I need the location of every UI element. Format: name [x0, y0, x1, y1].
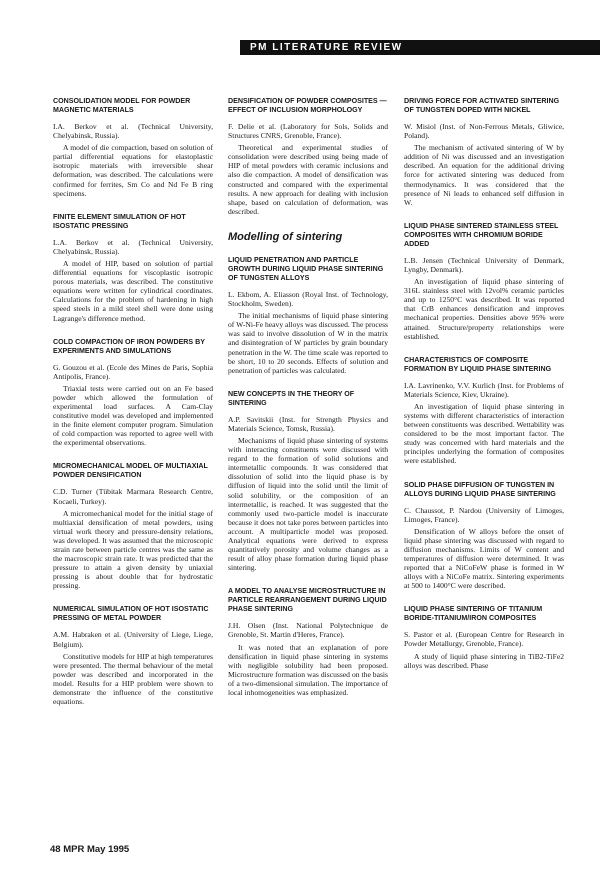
article-title: FINITE ELEMENT SIMULATION OF HOT ISOSTATIC PRESSING [53, 212, 186, 230]
article-abstract [228, 587, 388, 697]
article-body: The mechanism of activated sintering of W by addition of Ni was discussed and an investigation described. An equation for the additional driving force for activated sintering was deduced from thermodynamics. It was considered that the presence of Ni leads to enhanced self diffusion in W. [404, 143, 564, 207]
article-title: NEW CONCEPTS IN THE THEORY OF SINTERING [228, 389, 355, 407]
article-abstract [53, 605, 213, 706]
article-abstract [404, 97, 564, 207]
article-body: It was noted that an explanation of pore densification in liquid phase sintering in systems with negligible solubility had been proposed. Microstructure formation was discussed on the basis of a two-dimensional simulation. The importance of local inhomogeneities was emphasized. [228, 642, 388, 698]
article-title: LIQUID PHASE SINTERED STAINLESS STEEL COMPOSITES WITH CHROMIUM BORIDE ADDED [404, 221, 559, 248]
article-authors: J.H. Olsen (Inst. National Polytechnique de Grenoble, St. Martin d'Heres, France). [228, 621, 388, 640]
section-heading: Modelling of sintering [228, 230, 343, 243]
article-title: SOLID PHASE DIFFUSION OF TUNGSTEN IN ALLOYS DURING LIQUID PHASE SINTERING [404, 480, 556, 498]
article-abstract [228, 256, 388, 375]
article-body: Densification of W alloys before the onset of liquid phase sintering was discussed with regard to diffusion mechanisms. Limits of W content and temperatures of diffusion were determined. It was reported that a NiCoFeW phase is formed in W alloys with a NiCoFe matrix. Sintering experiments at 500 to 1400°C were described. [404, 526, 564, 591]
article-abstract [53, 338, 213, 448]
article-abstract [404, 605, 564, 669]
article-title: COLD COMPACTION OF IRON POWDERS BY EXPERIMENTS AND SIMULATIONS [53, 337, 205, 355]
article-authors: C.D. Turner (Tübitak Marmara Research Centre, Kocaeli, Turkey). [53, 487, 213, 506]
article-body: The initial mechanisms of liquid phase sintering of W-Ni-Fe heavy alloys was discussed. The process was said to involve dissolution of W in the matrix and disintegration of W particles by grain boundary penetration in the W. The time scale was reported to be short, 10 to 20 seconds. Effects of solution and penetration of particles was calculated. [228, 311, 388, 375]
article-title: DRIVING FORCE FOR ACTIVATED SINTERING OF TUNGSTEN DOPED WITH NICKEL [404, 97, 560, 114]
article-abstract [404, 356, 564, 466]
article-title: MICROMECHANICAL MODEL OF MULTIAXIAL POWDER DENSIFICATION [53, 462, 208, 480]
article-title: CHARACTERISTICS OF COMPOSITE FORMATION BY LIQUID PHASE SINTERING [404, 355, 552, 373]
article-abstract [404, 222, 564, 341]
article-title: A MODEL TO ANALYSE MICROSTRUCTURE IN PARTICLE REARRANGEMENT DURING LIQUID PHASE SINTERING [228, 587, 387, 614]
article-authors: I.A. Berkov et al. (Technical University, Chelyabinsk, Russia). [53, 122, 213, 141]
article-authors: L. Ekbom, A. Eliasson (Royal Inst. of Technology, Stockholm, Sweden). [228, 289, 388, 309]
article-title: NUMERICAL SIMULATION OF HOT ISOSTATIC PRESSING OF METAL POWDER [53, 605, 209, 623]
article-abstract [228, 97, 388, 216]
article-title: LIQUID PHASE SINTERING OF TITANIUM BORIDE-TITANIUM/IRON COMPOSITES [404, 605, 543, 623]
article-body: Theoretical and experimental studies of consolidation were described using being made of HIP of metal powders with ceramic inclusions and also die compaction. A model of densification was constructed and compared with the experimental results. A new approach for dealing with inclusion shape, based on calculation of deformation, was described. [228, 143, 388, 216]
article-body: A model of HIP, based on solution of partial differential equations for viscoplastic isotropic porous materials, was described. The constitutive equations were written for cylindrical coordinates. Calculations for the problem of hardening in high speed steels in a mild steel shell were done using Lagrange's difference method. [53, 258, 213, 323]
article-authors: F. Delie et al. (Laboratory for Sols, Solids and Structures CNRS, Grenoble, France). [228, 122, 388, 141]
column-2 [228, 97, 388, 712]
article-body: Constitutive models for HIP at high temperatures were presented. The thermal behaviour of the metal powder was described and incorporated in the model. Results for a HIP problem were shown to demonstrate the influence of the constitutive equations. [53, 651, 213, 707]
article-authors: I.A. Lavrinenko, V.V. Kurlich (Inst. for Problems of Materials Science, Kiev, Ukraine). [404, 380, 564, 399]
article-authors: G. Gouzou et al. (Ecole des Mines de Paris, Sophia Antipolis, France). [53, 362, 213, 381]
article-body: A micromechanical model for the initial stage of multiaxial densification of metal powders, using virtual work theory and pressure-density relations, was developed. It was assumed that the microscopic strain rate between particle centres was the same as the macroscopic strain rate. It was predicted that the pressure to attain a given density by uniaxial pressing is about double that for hydrostatic pressing. [53, 508, 213, 591]
article-title: CONSOLIDATION MODEL FOR POWDER MAGNETIC MATERIALS [53, 97, 191, 114]
article-body: An investigation of liquid phase sintering in systems with different characteristics of interaction between constituents was described. Wettability was considered to be the most important factor. The study was concerned with hard materials and the principles underlying the formation of composites were established. [404, 401, 564, 466]
article-body: Mechanisms of liquid phase sintering of systems with interacting constituents were discussed with regard to the formation of solid solutions and intermetallic compounds. It was considered that dissolution of solid into the liquid phase is by diffusion of liquid into the solid until the limit of solid solubility, or the composition of an intermetallic, is reached. It was suggested that the commonly used two-particle model is inaccurate because it does not take pores between particles into account. A multiparticle model was proposed. Analytical equations were derived to express quantitatively porosity and volume changes as a result of alloy phase formation during liquid phase sintering. [228, 435, 388, 573]
article-body: An investigation of liquid phase sintering of 316L stainless steel with 12vol% ceramic particles and up to 1250°C was described. It was reported that CrB enhances densification and improves mechanical properties. Densities above 95% were attained. Structure/property relationships were established. [404, 277, 564, 341]
section-banner: PM LITERATURE REVIEW [240, 40, 600, 55]
column-1 [53, 97, 213, 721]
article-authors: A.P. Savitskii (Inst. for Strength Physics and Materials Science, Tomsk, Russia). [228, 414, 388, 433]
article-abstract [53, 462, 213, 590]
article-authors: L.B. Jensen (Technical University of Denmark, Lyngby, Denmark). [404, 255, 564, 274]
article-title: DENSIFICATION OF POWDER COMPOSITES — EFFECT OF INCLUSION MORPHOLOGY [228, 97, 387, 114]
article-body: A study of liquid phase sintering in TiB2-TiFe2 alloys was described. Phase [404, 651, 564, 670]
article-abstract [53, 97, 213, 198]
article-authors: C. Chaussot, P. Nardou (University of Limoges, Limoges, France). [404, 505, 564, 524]
article-abstract [404, 481, 564, 591]
article-body: Triaxial tests were carried out on an Fe based powder which allowed the formulation of experimental load surfaces. A Cam-Clay constitutive model was developed and implemented in the finite element computer program. Simulation of cold compaction was reported to agree well with the experimental observations. [53, 383, 213, 448]
article-authors: L.A. Berkov et al. (Technical University, Chelyabinsk, Russia). [53, 237, 213, 256]
article-authors: A.M. Habraken et al. (University of Liege, Liege, Belgium). [53, 630, 213, 649]
article-body: A model of die compaction, based on solution of partial differential equations for elastoplastic isotropic materials with irreversible shear deformation, was described. The calculations were confirmed for ferrites, Sm Co and Nd Fe B ring specimens. [53, 143, 213, 198]
article-abstract [53, 213, 213, 323]
page-footer: 48 MPR May 1995 [50, 844, 130, 855]
article-abstract [228, 390, 388, 573]
article-authors: S. Pastor et al. (European Centre for Research in Powder Metallurgy, Grenoble, France). [404, 630, 564, 649]
article-title: LIQUID PENETRATION AND PARTICLE GROWTH DURING LIQUID PHASE SINTERING OF TUNGSTEN ALLOYS [228, 255, 384, 282]
column-3 [404, 97, 564, 685]
article-authors: W. Misiol (Inst. of Non-Ferrous Metals, Gliwice, Poland). [404, 122, 564, 141]
